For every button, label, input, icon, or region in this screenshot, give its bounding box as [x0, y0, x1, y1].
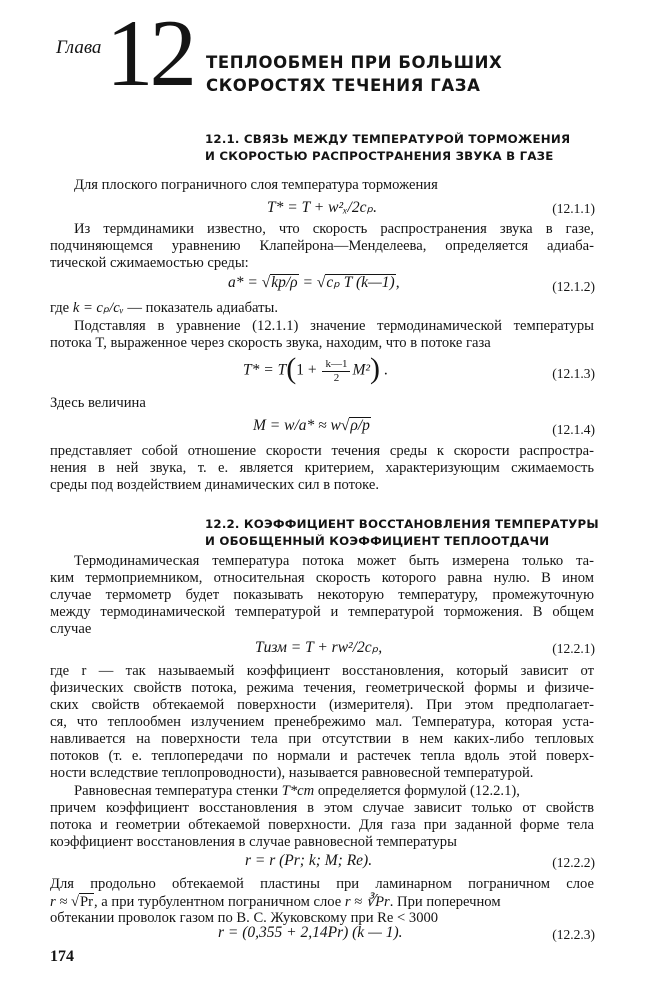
text-line: ся, что теплообмен излучением пренебрежимо мал. Температура, которая уста-: [50, 714, 594, 730]
radicand: cₚ T (k—1): [326, 274, 395, 291]
text-line: навливается на поверхности тела при отсутствии в нем каких-либо тепловых: [50, 731, 594, 747]
formula-12-2-2: r = r (Pr; k; M; Re).: [245, 852, 373, 869]
formula-part: M²: [352, 361, 371, 379]
numerator: k—1: [322, 358, 350, 372]
text-line: случае термометр будет показывать некоторую температуру, промежуточную: [50, 587, 594, 603]
section-heading-line: 12.2. КОЭФФИЦИЕНТ ВОССТАНОВЛЕНИЯ ТЕМПЕРАТУРЫ: [205, 517, 599, 531]
text-part: . При поперечном: [389, 894, 501, 910]
text-line: нения в ней звука, т. е. является критерием, характеризующим сжимаемость: [50, 460, 594, 476]
formula-12-1-3: [243, 354, 388, 388]
chapter-label: Глава: [56, 37, 102, 58]
chapter-number: 12: [106, 0, 193, 106]
formula-12-1-4: [253, 417, 371, 435]
denominator: 2: [333, 371, 340, 384]
text-line: между термодинамической температурой и температурой торможения. В общем: [50, 604, 594, 620]
text-line: [50, 893, 501, 911]
formula-part: M = w/a* ≈ w: [253, 417, 341, 434]
inline-formula: r ≈ ∛Pr: [344, 894, 390, 910]
text-line: причем коэффициент восстановления в этом случае зависит только от свойств: [50, 800, 594, 816]
chapter-title: [206, 51, 626, 97]
section-heading-12-1: [205, 131, 635, 165]
text-part: , а при турбулентном пограничном слое: [94, 894, 345, 910]
text-line: Для продольно обтекаемой пластины при ламинарном пограничном слое: [50, 876, 594, 892]
text-line: потоков (т. е. теплопередачи по нормали и растечек тепла вдоль этой поверх-: [50, 748, 594, 764]
section-heading-line: 12.1. СВЯЗЬ МЕЖДУ ТЕМПЕРАТУРОЙ ТОРМОЖЕНИЯ: [205, 132, 571, 146]
text-line: [50, 300, 278, 317]
sqrt-sign: √: [261, 274, 271, 291]
text-line: ким термоприемником, относительная скорость которого равна нулю. В ином: [50, 570, 594, 586]
equation-number: (12.2.2): [552, 855, 595, 870]
inline-formula: k = cₚ/cᵥ: [72, 300, 124, 316]
sqrt-sign: √: [71, 894, 80, 910]
inline-formula: T*ст: [281, 783, 315, 799]
text-part: — показатель адиабаты.: [123, 300, 278, 316]
formula-12-1-1: T* = T + w²ₓ/2cₚ.: [267, 199, 377, 216]
text-line: случае: [50, 621, 92, 637]
section-heading-line: И ОБОБЩЕННЫЙ КОЭФФИЦИЕНТ ТЕПЛООТДАЧИ: [205, 534, 550, 548]
sqrt-sign: √: [316, 274, 326, 291]
formula-12-2-3: r = (0,355 + 2,14Pr) (k — 1).: [218, 924, 403, 941]
text-part: r ≈: [50, 894, 71, 910]
equation-number: (12.2.1): [552, 641, 595, 656]
formula-part: .: [380, 361, 388, 379]
text-line: Подставляя в уравнение (12.1.1) значение термодинамической температуры: [74, 318, 594, 334]
text-line: коэффициент восстановления в случае равновесной температуры: [50, 834, 457, 850]
formula-part: a* =: [228, 274, 262, 291]
equation-number: (12.1.4): [552, 422, 595, 437]
text-part: Равновесная температура стенки: [74, 783, 282, 799]
section-heading-12-2: [205, 516, 635, 550]
page-number: 174: [50, 948, 74, 965]
formula-12-1-2: [228, 274, 400, 292]
radicand: Pr: [80, 894, 93, 910]
text-line: Для плоского пограничного слоя температура торможения: [74, 177, 438, 193]
formula-part: T* = T: [243, 361, 287, 379]
text-line: Из термдинамики известно, что скорость распространения звука в газе,: [74, 221, 594, 237]
text-line: подчиняющемся уравнению Клапейрона—Менделеева, определяется адиаба-: [50, 238, 594, 254]
formula-part: ,: [395, 274, 400, 291]
text-line: обтекании проволок газом по В. С. Жуковскому при Re < 3000: [50, 910, 439, 926]
formula-12-2-1: Tизм = T + rw²/2cₚ,: [255, 639, 383, 656]
text-line: потока и геометрии обтекаемой поверхности. Для газа при заданной форме тела: [50, 817, 594, 833]
equation-number: (12.1.1): [552, 201, 595, 216]
text-line: Термодинамическая температура потока может быть измерена только та-: [74, 553, 594, 569]
text-line: среды под воздействием динамических сил в потоке.: [50, 477, 379, 493]
text-line: потока T, выраженное через скорость звука, находим, что в потоке газа: [50, 335, 491, 351]
equation-number: (12.2.3): [552, 927, 595, 942]
text-line: Здесь величина: [50, 395, 146, 411]
text-line: представляет собой отношение скорости течения среды к скорости распростра-: [50, 443, 594, 459]
section-heading-line: И СКОРОСТЬЮ РАСПРОСТРАНЕНИЯ ЗВУКА В ГАЗЕ: [205, 149, 554, 163]
formula-part: =: [298, 274, 317, 291]
text-line: ности вследствие теплопроводности), называется равновесной температурой.: [50, 765, 534, 781]
text-line: физических свойств потока, режима течения, геометрической формы и физиче-: [50, 680, 594, 696]
text-line: [74, 783, 520, 800]
text-line: ских свойств обтекаемой поверхности (измерителя). При этом предполагает-: [50, 697, 594, 713]
fraction: [322, 358, 350, 385]
text-part: где: [50, 300, 73, 316]
text-line: тической сжимаемостью среды:: [50, 255, 249, 271]
text-part: определяется формулой (12.2.1),: [314, 783, 520, 799]
radicand: kp/ρ: [271, 274, 298, 291]
sqrt-sign: √: [340, 417, 350, 434]
text-line: где r — так называемый коэффициент восстановления, который зависит от: [50, 663, 594, 679]
paren: ): [370, 352, 381, 385]
chapter-title-line: ТЕПЛООБМЕН ПРИ БОЛЬШИХ: [206, 53, 503, 72]
equation-number: (12.1.2): [552, 279, 595, 294]
formula-part: 1 +: [296, 361, 321, 379]
radicand: ρ/p: [350, 417, 370, 434]
paren: (: [286, 352, 297, 385]
equation-number: (12.1.3): [552, 366, 595, 381]
chapter-title-line: СКОРОСТЯХ ТЕЧЕНИЯ ГАЗА: [206, 76, 481, 95]
